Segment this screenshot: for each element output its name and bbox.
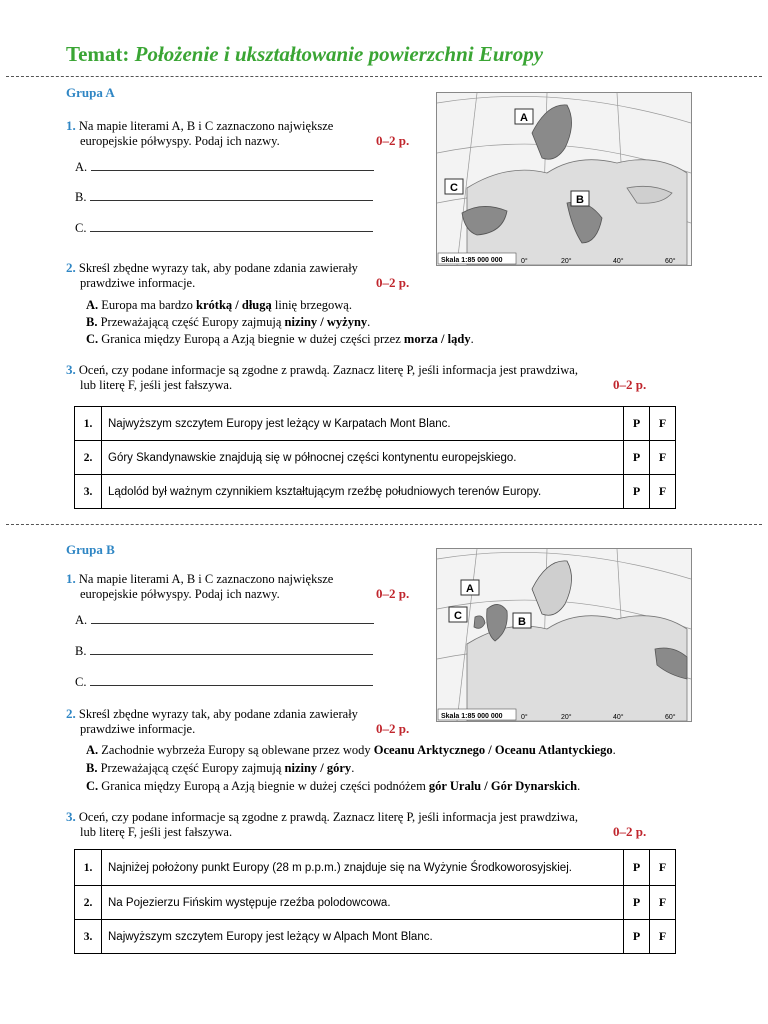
truefalse-table-b [74, 849, 676, 954]
group-a-q2 [66, 260, 358, 291]
statement-a: A. Zachodnie wybrzeża Europy są oblewane przez wody Oceanu Arktycznego / Oceanu Atlantyckiego. [86, 743, 616, 757]
q3-points: 0–2 p. [613, 824, 647, 839]
false-option[interactable]: F [650, 920, 676, 954]
group-b-q2 [66, 706, 358, 737]
q3-number: 3. [66, 362, 76, 377]
q3-number: 3. [66, 809, 76, 824]
svg-text:0°: 0° [521, 258, 528, 265]
statement-b: B. Przeważającą część Europy zajmują niziny / wyżyny. [86, 315, 371, 329]
statement-a: A. Europa ma bardzo krótką / długą linię brzegową. [86, 298, 352, 312]
table-row: 2. Góry Skandynawskie znajdują się w północnej części kontynentu europejskiego. P F [75, 441, 676, 475]
q1-line2: europejskie półwyspy. Podaj ich nazwy. [80, 587, 280, 601]
q2-number: 2. [66, 706, 76, 721]
map-scale: Skala 1:85 000 000 [441, 257, 503, 264]
answer-line-b[interactable]: B. [75, 644, 373, 659]
title-prefix: Temat: [66, 42, 130, 66]
group-a-q3 [66, 362, 578, 393]
map-label-b: B [576, 194, 584, 206]
table-row: 1. Najniżej położony punkt Europy (28 m p.p.m.) znajduje się na Wyżynie Środkoworosyjskiej. P F [75, 850, 676, 886]
divider [6, 524, 762, 525]
table-row: 3. Najwyższym szczytem Europy jest leżący w Alpach Mont Blanc. P F [75, 920, 676, 954]
true-option[interactable]: P [624, 920, 650, 954]
table-row: 2. Na Pojezierzu Fińskim występuje rzeźba polodowcowa. P F [75, 886, 676, 920]
answer-line-c[interactable]: C. [75, 675, 373, 690]
answer-line-c[interactable]: C. [75, 221, 373, 236]
page-title [66, 42, 543, 67]
svg-text:60°: 60° [665, 258, 676, 265]
row-text: Lądolód był ważnym czynnikiem kształtującym rzeźbę południowych terenów Europy. [102, 475, 624, 509]
q2-line1: Skreśl zbędne wyrazy tak, aby podane zdania zawierały [78, 261, 358, 275]
true-option[interactable]: P [624, 850, 650, 886]
true-option[interactable]: P [624, 441, 650, 475]
false-option[interactable]: F [650, 886, 676, 920]
q3-line2: lub literę F, jeśli jest fałszywa. [80, 825, 233, 839]
q1-points: 0–2 p. [376, 586, 410, 601]
map-label-a: A [520, 112, 528, 124]
truefalse-table-a [74, 406, 676, 509]
q3-points: 0–2 p. [613, 377, 647, 392]
svg-text:40°: 40° [613, 714, 624, 721]
q1-number: 1. [66, 571, 76, 586]
q3-line1: Oceń, czy podane informacje są zgodne z prawdą. Zaznacz literę P, jeśli informacja jest prawdziwa, [78, 810, 578, 824]
table-row: 3. Lądolód był ważnym czynnikiem kształtującym rzeźbę południowych terenów Europy. P F [75, 475, 676, 509]
q1-points: 0–2 p. [376, 133, 410, 148]
group-b-label: Grupa B [66, 542, 115, 557]
row-text: Najniżej położony punkt Europy (28 m p.p.m.) znajduje się na Wyżynie Środkoworosyjskiej. [102, 850, 624, 886]
statement-b: B. Przeważającą część Europy zajmują niziny / góry. [86, 761, 355, 775]
group-a-label: Grupa A [66, 85, 115, 100]
map-label-a: A [466, 583, 474, 595]
true-option[interactable]: P [624, 407, 650, 441]
false-option[interactable]: F [650, 441, 676, 475]
false-option[interactable]: F [650, 407, 676, 441]
map-label-b: B [518, 616, 526, 628]
title-topic: Położenie i ukształtowanie powierzchni Europy [134, 42, 544, 66]
row-text: Na Pojezierzu Fińskim występuje rzeźba polodowcowa. [102, 886, 624, 920]
q2-line2: prawdziwe informacje. [80, 722, 196, 736]
divider [6, 76, 762, 77]
svg-text:40°: 40° [613, 258, 624, 265]
statement-c: C. Granica między Europą a Azją biegnie w dużej części podnóżem gór Uralu / Gór Dynarskich. [86, 779, 581, 793]
row-text: Góry Skandynawskie znajdują się w północnej części kontynentu europejskiego. [102, 441, 624, 475]
q1-line1: Na mapie literami A, B i C zaznaczono największe [78, 572, 334, 586]
row-text: Najwyższym szczytem Europy jest leżący w Alpach Mont Blanc. [102, 920, 624, 954]
map-label-c: C [454, 610, 462, 622]
q2-number: 2. [66, 260, 76, 275]
q2-points: 0–2 p. [376, 275, 410, 290]
true-option[interactable]: P [624, 886, 650, 920]
row-text: Najwyższym szczytem Europy jest leżący w Karpatach Mont Blanc. [102, 407, 624, 441]
svg-text:0°: 0° [521, 714, 528, 721]
map-scale: Skala 1:85 000 000 [441, 713, 503, 720]
map-europe-b [436, 548, 692, 722]
q3-line2: lub literę F, jeśli jest fałszywa. [80, 378, 233, 392]
q2-line2: prawdziwe informacje. [80, 276, 196, 290]
group-b-q1 [66, 571, 333, 602]
q1-number: 1. [66, 118, 76, 133]
answer-line-a[interactable]: A. [75, 613, 374, 628]
answer-line-b[interactable]: B. [75, 190, 373, 205]
svg-text:20°: 20° [561, 714, 572, 721]
svg-text:20°: 20° [561, 258, 572, 265]
map-europe-a [436, 92, 692, 266]
svg-text:60°: 60° [665, 714, 676, 721]
group-b-q3 [66, 809, 578, 840]
group-a-q1 [66, 118, 333, 149]
false-option[interactable]: F [650, 850, 676, 886]
false-option[interactable]: F [650, 475, 676, 509]
answer-line-a[interactable]: A. [75, 160, 374, 175]
map-label-c: C [450, 182, 458, 194]
q2-points: 0–2 p. [376, 721, 410, 736]
q2-line1: Skreśl zbędne wyrazy tak, aby podane zdania zawierały [78, 707, 358, 721]
q1-line2: europejskie półwyspy. Podaj ich nazwy. [80, 134, 280, 148]
q1-line1: Na mapie literami A, B i C zaznaczono największe [78, 119, 334, 133]
statement-c: C. Granica między Europą a Azją biegnie w dużej części przez morza / lądy. [86, 332, 474, 346]
table-row: 1. Najwyższym szczytem Europy jest leżący w Karpatach Mont Blanc. P F [75, 407, 676, 441]
q3-line1: Oceń, czy podane informacje są zgodne z prawdą. Zaznacz literę P, jeśli informacja jest prawdziwa, [78, 363, 578, 377]
true-option[interactable]: P [624, 475, 650, 509]
